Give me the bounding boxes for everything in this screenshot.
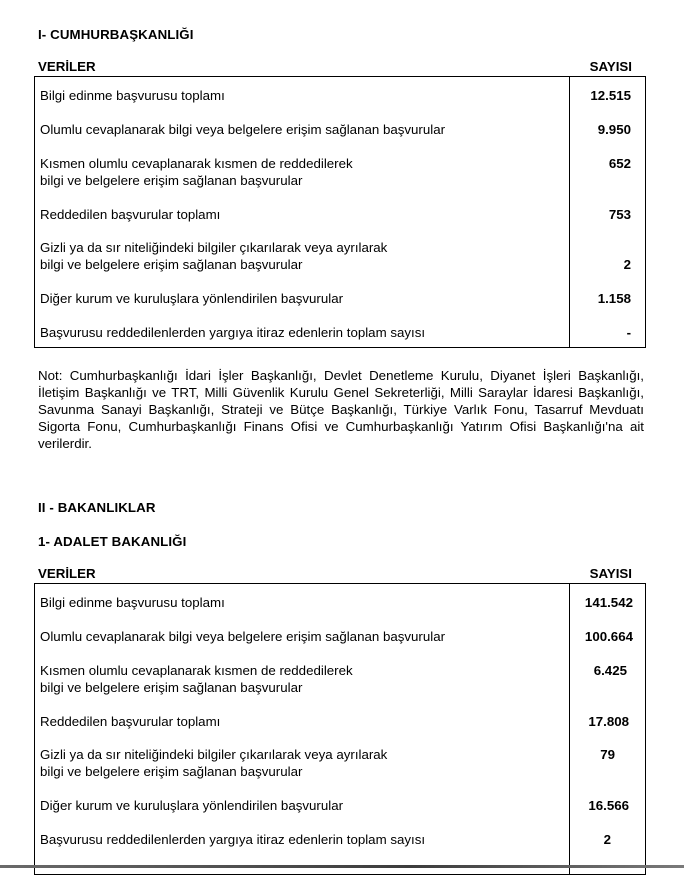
row-value: - [626, 325, 631, 340]
row-value: 2 [623, 257, 631, 272]
row-value: 12.515 [590, 88, 631, 103]
row-label: Kısmen olumlu cevaplanarak kısmen de reddedilerek bilgi ve belgelere erişim sağlanan başvurular [40, 156, 353, 188]
table-header [34, 58, 646, 77]
column-header-veriler: VERİLER [38, 566, 96, 581]
row-label: Bilgi edinme başvurusu toplamı [40, 595, 225, 610]
table-header [34, 565, 646, 584]
row-value: 9.950 [597, 122, 631, 137]
column-header-sayisi: SAYISI [589, 59, 632, 74]
row-value: 753 [608, 207, 631, 222]
table-cumhurbaskanligi [34, 58, 646, 348]
row-value: 17.808 [588, 714, 629, 729]
row-value: 2 [603, 832, 611, 847]
row-label: Reddedilen başvurular toplamı [40, 714, 221, 729]
row-value: 141.542 [584, 595, 633, 610]
row-label: Kısmen olumlu cevaplanarak kısmen de reddedilerek bilgi ve belgelere erişim sağlanan başvurular [40, 663, 353, 695]
column-divider [569, 77, 570, 347]
row-label: Olumlu cevaplanarak bilgi veya belgelere erişim sağlanan başvurular [40, 122, 446, 137]
subsection-title-adalet-bakanligi: 1- ADALET BAKANLIĞI [38, 534, 187, 549]
row-value: 6.425 [593, 663, 627, 678]
column-header-sayisi: SAYISI [589, 566, 632, 581]
row-value: 79 [600, 747, 615, 762]
table-body [34, 584, 646, 875]
row-value: 16.566 [588, 798, 629, 813]
row-label: Reddedilen başvurular toplamı [40, 207, 221, 222]
row-label: Gizli ya da sır niteliğindeki bilgiler çıkarılarak veya ayrılarak bilgi ve belgelere erişim sağlanan başvurular [40, 240, 388, 272]
row-value: 652 [608, 156, 631, 171]
table-body [34, 77, 646, 348]
row-label: Gizli ya da sır niteliğindeki bilgiler çıkarılarak veya ayrılarak bilgi ve belgelere erişim sağlanan başvurular [40, 747, 388, 779]
row-value: 1.158 [597, 291, 631, 306]
row-label: Başvurusu reddedilenlerden yargıya itiraz edenlerin toplam sayısı [40, 325, 426, 340]
row-value: 100.664 [584, 629, 633, 644]
table-adalet-bakanligi [34, 565, 646, 875]
note-paragraph: Not: Cumhurbaşkanlığı İdari İşler Başkanlığı, Devlet Denetleme Kurulu, Diyanet İşleri Başkanlığı, İletişim Başkanlığı ve TRT, Milli Güvenlik Kurulu Genel Sekreterliği, Milli Saraylar İdaresi Başkanlığı, Savunma Sanayi Başkanlığı, Strateji ve Bütçe Başkanlığı, Türkiye Varlık Fonu, Tasarruf Mevduatı Sigorta Fonu, Cumhurbaşkanlığı Finans Ofisi ve Cumhurbaşkanlığı Yatırım Ofisi Başkanlığı'na ait verilerdir. [38, 368, 644, 451]
row-label: Diğer kurum ve kuruluşlara yönlendirilen başvurular [40, 798, 344, 813]
row-label: Başvurusu reddedilenlerden yargıya itiraz edenlerin toplam sayısı [40, 832, 426, 847]
column-header-veriler: VERİLER [38, 59, 96, 74]
column-divider [569, 584, 570, 874]
row-label: Olumlu cevaplanarak bilgi veya belgelere erişim sağlanan başvurular [40, 629, 446, 644]
section-title-cumhurbaskanligi: I- CUMHURBAŞKANLIĞI [38, 27, 194, 42]
section-title-bakanliklar: II - BAKANLIKLAR [38, 500, 156, 515]
row-label: Diğer kurum ve kuruluşlara yönlendirilen başvurular [40, 291, 344, 306]
row-label: Bilgi edinme başvurusu toplamı [40, 88, 225, 103]
